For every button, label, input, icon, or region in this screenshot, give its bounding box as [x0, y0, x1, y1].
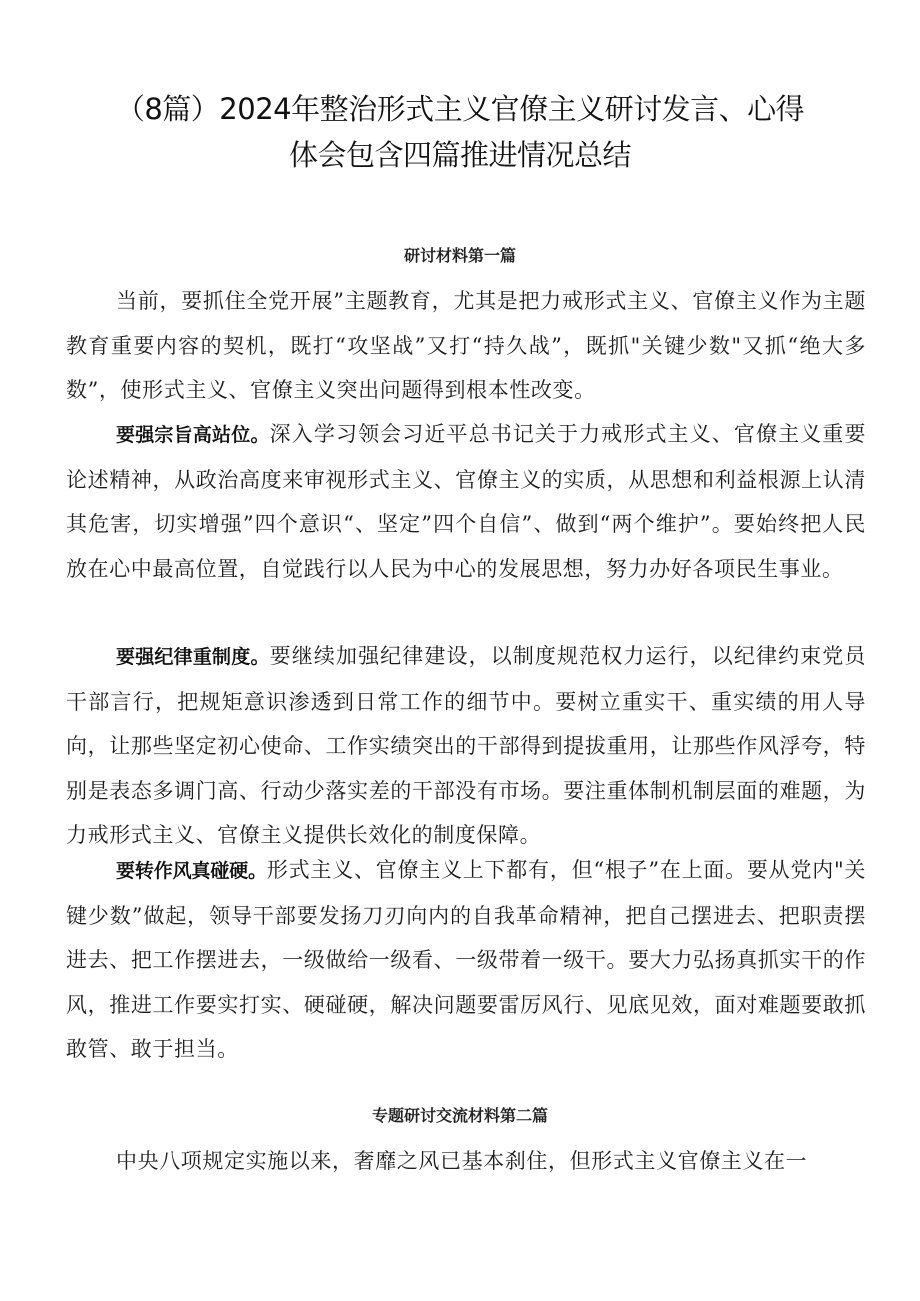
paragraph-section-2-intro [66, 1139, 866, 1184]
paragraph-text: 当前，要抓住全党开展”主题教育，尤其是把力戒形式主义、官僚主义作为主题教育重要内容的契机，既打“攻坚战”又打“持久战”，既抓"关键少数"又抓“绝大多数”，使形式主义、官僚主义突出问题得到根本性改变。 [66, 289, 866, 402]
paragraph-text: 形式主义、官僚主义上下都有，但“根子”在上面。要从党内"关键少数”做起，领导干部要发扬刀刃向内的自我革命精神，把自己摆进去、把职责摆进去、把工作摆进去，一级做给一级看、一级带着一级干。要大力弘扬真抓实干的作风，推进工作要实打实、硬碰硬，解决问题要雷厉风行、见底见效，面对难题要敢抓敢管、敢于担当。 [66, 858, 866, 1061]
paragraph-point-2 [66, 634, 866, 858]
paragraph-lead: 要强宗旨高站位。 [116, 424, 270, 446]
title-line-1: （8篇）2024年整治形式主义官僚主义研讨发言、心得 [115, 92, 805, 126]
paragraph-point-3 [66, 848, 866, 1072]
paragraph-text: 要继续加强纪律建设，以制度规范权力运行，以纪律约束党员干部言行，把规矩意识渗透到日常工作的细节中。要树立重实干、重实绩的用人导向，让那些坚定初心使命、工作实绩突出的干部得到提拔重用，让那些作风浮夸，特别是表态多调门高、行动少落实差的干部没有市场。要注重体制机制层面的难题，为力戒形式主义、官僚主义提供长效化的制度保障。 [66, 644, 866, 847]
paragraph-lead: 要转作风真碰硬。 [116, 860, 267, 882]
section-heading-2: 专题研讨交流材料第二篇 [371, 1106, 548, 1125]
section-heading-1: 研讨材料第一篇 [403, 246, 516, 265]
title-line-2: 体会包含四篇推进情况总结 [288, 138, 631, 172]
paragraph-intro [66, 279, 866, 413]
paragraph-point-1 [66, 412, 866, 591]
paragraph-text: 深入学习领会习近平总书记关于力戒形式主义、官僚主义重要论述精神，从政治高度来审视形式主义、官僚主义的实质，从思想和利益根源上认清其危害，切实增强”四个意识“、坚定”四个自信”、做到“两个维护”。要始终把人民放在心中最高位置，自觉践行以人民为中心的发展思想，努力办好各项民生事业。 [66, 422, 866, 581]
paragraph-text: 中央八项规定实施以来，奢靡之风已基本刹住，但形式主义官僚主义在一 [116, 1149, 808, 1173]
document-title [60, 86, 860, 178]
paragraph-lead: 要强纪律重制度。 [116, 646, 270, 668]
